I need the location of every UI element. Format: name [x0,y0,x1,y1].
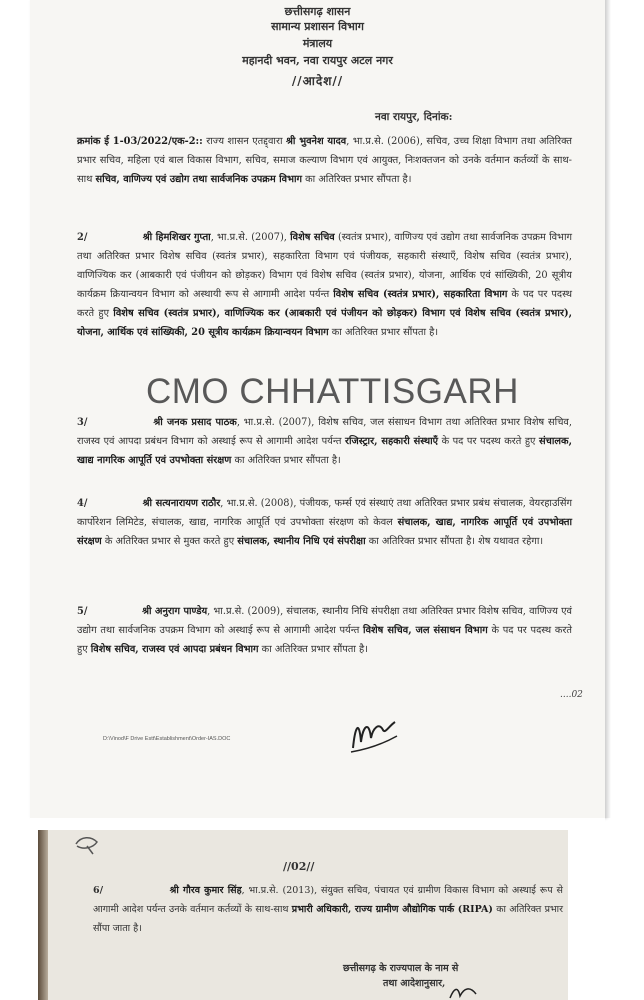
signature-icon [345,708,405,758]
order-paragraph-5 [77,602,572,659]
order-number: क्रमांक ई 1-03/2022/एक-2:: [77,136,203,147]
para-text: , भा.प्र.से. (2008), पंजीयक, फर्म्स एवं संस्थाएं तथा अतिरिक्त प्रभार प्रबंध संचालक, वेयरहाउसिंग कार्पोरेशन लिमिटेड, संचालक, खाद्य, नागरिक आपूर्ति एवं उपभोक्ता संरक्षण को केवल [77,498,572,528]
para-text: के पद पर पदस्थ करते हुए [438,436,540,447]
para-text: का अतिरिक्त प्रभार सौंपता है। [302,174,412,185]
officer-name: श्री हिमशिखर गुप्ता [142,232,211,243]
para-bold: विशेष सचिव (स्वतंत्र प्रभार), वाणिज्यिक कर (आबकारी एवं पंजीयन को छोड़कर) विभाग एवं विशेष सचिव (स्वतंत्र प्रभार), योजना, आर्थिक एवं सांख्यिकी, 20 सूत्रीय कार्यक्रम क्रियान्वयन विभाग [77,308,572,338]
order-paragraph-2 [77,228,572,342]
para-text: का अतिरिक्त प्रभार सौंपा जाता है। [93,904,563,934]
watermark: CMO CHHATTISGARH [146,372,519,411]
order-paragraph-1 [77,132,572,189]
header-address: महानदी भवन, नवा रायपुर अटल नगर [242,54,393,67]
para-text: , भा.प्र.से. (2009), संचालक, स्थानीय निधि संपरीक्षा तथा अतिरिक्त प्रभार विशेष सचिव, वाणिज्य एवं उद्योग तथा सार्वजनिक उपक्रम विभाग को अस्थाई रूप से आगामी आदेश पर्यन्त [77,606,572,636]
para-bold: विशेष सचिव, जल संसाधन विभाग [363,625,488,636]
para-text: का अतिरिक्त प्रभार सौंपता है। [258,644,368,655]
governor-line: छत्तीसगढ़ के राज्यपाल के नाम से [343,963,459,974]
officer-name: श्री जनक प्रसाद पाठक [153,417,237,428]
para-bold: संचालक, खाद्य नागरिक आपूर्ति एवं उपभोक्ता संरक्षण [77,436,572,466]
header-state: छत्तीसगढ़ शासन [284,5,351,18]
officer-name: श्री सत्यनारायण राठौर [142,498,221,509]
officer-name: श्री अनुराग पाण्डेय [142,606,208,617]
para-text: , भा.प्र.से. (2007), विशेष सचिव, जल संसाधन विभाग तथा अतिरिक्त प्रभार विशेष सचिव, राजस्व एवं आपदा प्रबंधन विभाग को अस्थाई रूप से आगामी आदेश पर्यन्त [77,417,572,447]
paragraph-number: 6/ [93,885,104,896]
order-paragraph-4 [77,494,572,551]
page-2-title: //02// [283,860,315,873]
page-edge [568,830,644,1000]
para-text: का अतिरिक्त प्रभार सौंपता है। शेष यथावत रहेगा। [365,536,544,547]
para-bold: रजिस्ट्रार, सहकारी संस्थाएँ [344,436,439,447]
para-text: के पद पर पदस्थ करते हुए [77,625,572,655]
para-text: , भा.प्र.से. (2013), संयुक्त सचिव, पंचायत एवं ग्रामीण विकास विभाग को अस्थाई रूप से आगामी आदेश पर्यन्त उनके वर्तमान कर्तव्यों के साथ-साथ [93,885,563,915]
paragraph-number: 2/ [77,232,88,243]
header-order-title: //आदेश// [291,74,344,88]
paragraph-number: 4/ [77,498,88,509]
para-bold: संचालक, खाद्य, नागरिक आपूर्ति एवं उपभोक्ता संरक्षण [77,517,572,547]
order-line: तथा आदेशानुसार, [383,978,446,989]
para-text: के अतिरिक्त प्रभार से मुक्त करते हुए [101,536,238,547]
document-page-1 [30,0,605,818]
para-text: का अतिरिक्त प्रभार सौंपता है। [328,327,439,338]
para-text: (स्वतंत्र प्रभार), वाणिज्य एवं उद्योग तथा सार्वजनिक उपक्रम विभाग तथा अतिरिक्त प्रभार विशेष सचिव (स्वतंत्र प्रभार), सहकारिता विभाग एवं पंजीयक, सहकारी संस्थाएँ, विशेष सचिव (स्वतंत्र प्रभार), वाणिज्यिक कर (आबकारी एवं पंजीयन को छोड़कर) विभाग एवं विशेष सचिव (स्वतंत्र प्रभार), योजना, आर्थिक एवं सांख्यिकी, 20 सूत्रीय कार्यक्रम क्रियान्वयन विभाग को अस्थायी रूप से आगामी आदेश पर्यन्त [77,232,572,300]
para-text: , भा.प्र.से. (2007), [210,232,291,243]
paragraph-number: 5/ [77,606,88,617]
file-path: D:\Vinod\F Drive Estt\Establishment\Order-IAS.DOC [103,736,231,742]
para-bold: विशेष सचिव, राजस्व एवं आपदा प्रबंधन विभाग [90,644,259,655]
stamp-icon [73,834,103,856]
header-ministry: मंत्रालय [302,37,333,50]
para-text: राज्य शासन एतद्द्वारा [202,136,286,147]
para-text: , भा.प्र.से. (2006), सचिव, उच्च शिक्षा विभाग तथा अतिरिक्त प्रभार सचिव, महिला एवं बाल विकास विभाग, सचिव, समाज कल्याण विभाग एवं आयुक्त, निःशक्तजन को उनके वर्तमान कर्तव्यों के साथ-साथ [77,136,572,185]
paragraph-number: 3/ [77,417,88,428]
officer-name: श्री गौरव कुमार सिंह [169,885,242,896]
para-bold: प्रभारी अधिकारी, राज्य ग्रामीण औद्योगिक पार्क (RIPA) [291,904,493,915]
para-bold: विशेष सचिव (स्वतंत्र प्रभार), सहकारिता विभाग [333,289,508,300]
next-page-marker: ....02 [560,690,583,700]
order-paragraph-3 [77,413,572,470]
order-paragraph-6 [93,881,563,938]
para-text: का अतिरिक्त प्रभार सौंपता है। [231,455,341,466]
para-bold: विशेष सचिव [290,232,335,243]
header-department: सामान्य प्रशासन विभाग [271,20,364,33]
para-bold: सचिव, वाणिज्य एवं उद्योग तथा सार्वजनिक उपक्रम विभाग [95,174,303,185]
page-gap [30,818,605,830]
page-fold-shadow [38,830,48,1000]
officer-name: श्री भुवनेश यादव [285,136,347,147]
signature-icon [446,982,486,1000]
document-page-2 [38,830,568,1000]
para-bold: संचालक, स्थानीय निधि एवं संपरीक्षा [237,536,366,547]
place-date: नवा रायपुर, दिनांक: [375,111,453,123]
para-text: के पद पर पदस्थ करते हुए [77,289,572,319]
